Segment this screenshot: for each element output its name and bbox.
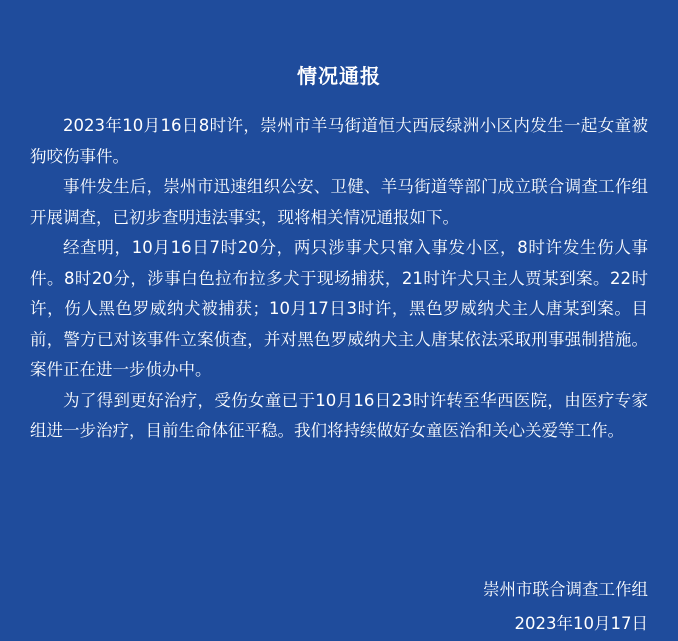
notice-paragraph-treatment: 为了得到更好治疗，受伤女童已于10月16日23时许转至华西医院，由医疗专家组进一步治疗，目前生命体征平稳。我们将持续做好女童医治和关心关爱等工作。	[30, 390, 648, 440]
issue-date: 2023年10月17日	[514, 614, 648, 633]
notice-paragraph-incident: 2023年10月16日8时许，崇州市羊马街道恒大西辰绿洲小区内发生一起女童被狗咬伤事件。	[30, 116, 648, 166]
notice-paragraph-findings: 经查明，10月16日7时20分，两只涉事犬只窜入事发小区，8时许发生伤人事件。8时20分，涉事白色拉布拉多犬于现场捕获，21时许犬只主人贾某到案。22时许，伤人黑色罗威纳犬被捕获；10月17日3时许，黑色罗威纳犬主人唐某到案。目前，警方已对该事件立案侦查，并对黑色罗威纳犬主人唐某依法采取刑事强制措施。案件正在进一步侦办中。	[30, 238, 648, 379]
notice-title: 情况通报	[297, 64, 381, 88]
notice-body	[30, 111, 648, 447]
issuer-name: 崇州市联合调查工作组	[483, 580, 648, 599]
notice-paragraph-investigation: 事件发生后，崇州市迅速组织公安、卫健、羊马街道等部门成立联合调查工作组开展调查，已初步查明违法事实，现将相关情况通报如下。	[30, 177, 648, 227]
notice-footer	[483, 575, 648, 641]
